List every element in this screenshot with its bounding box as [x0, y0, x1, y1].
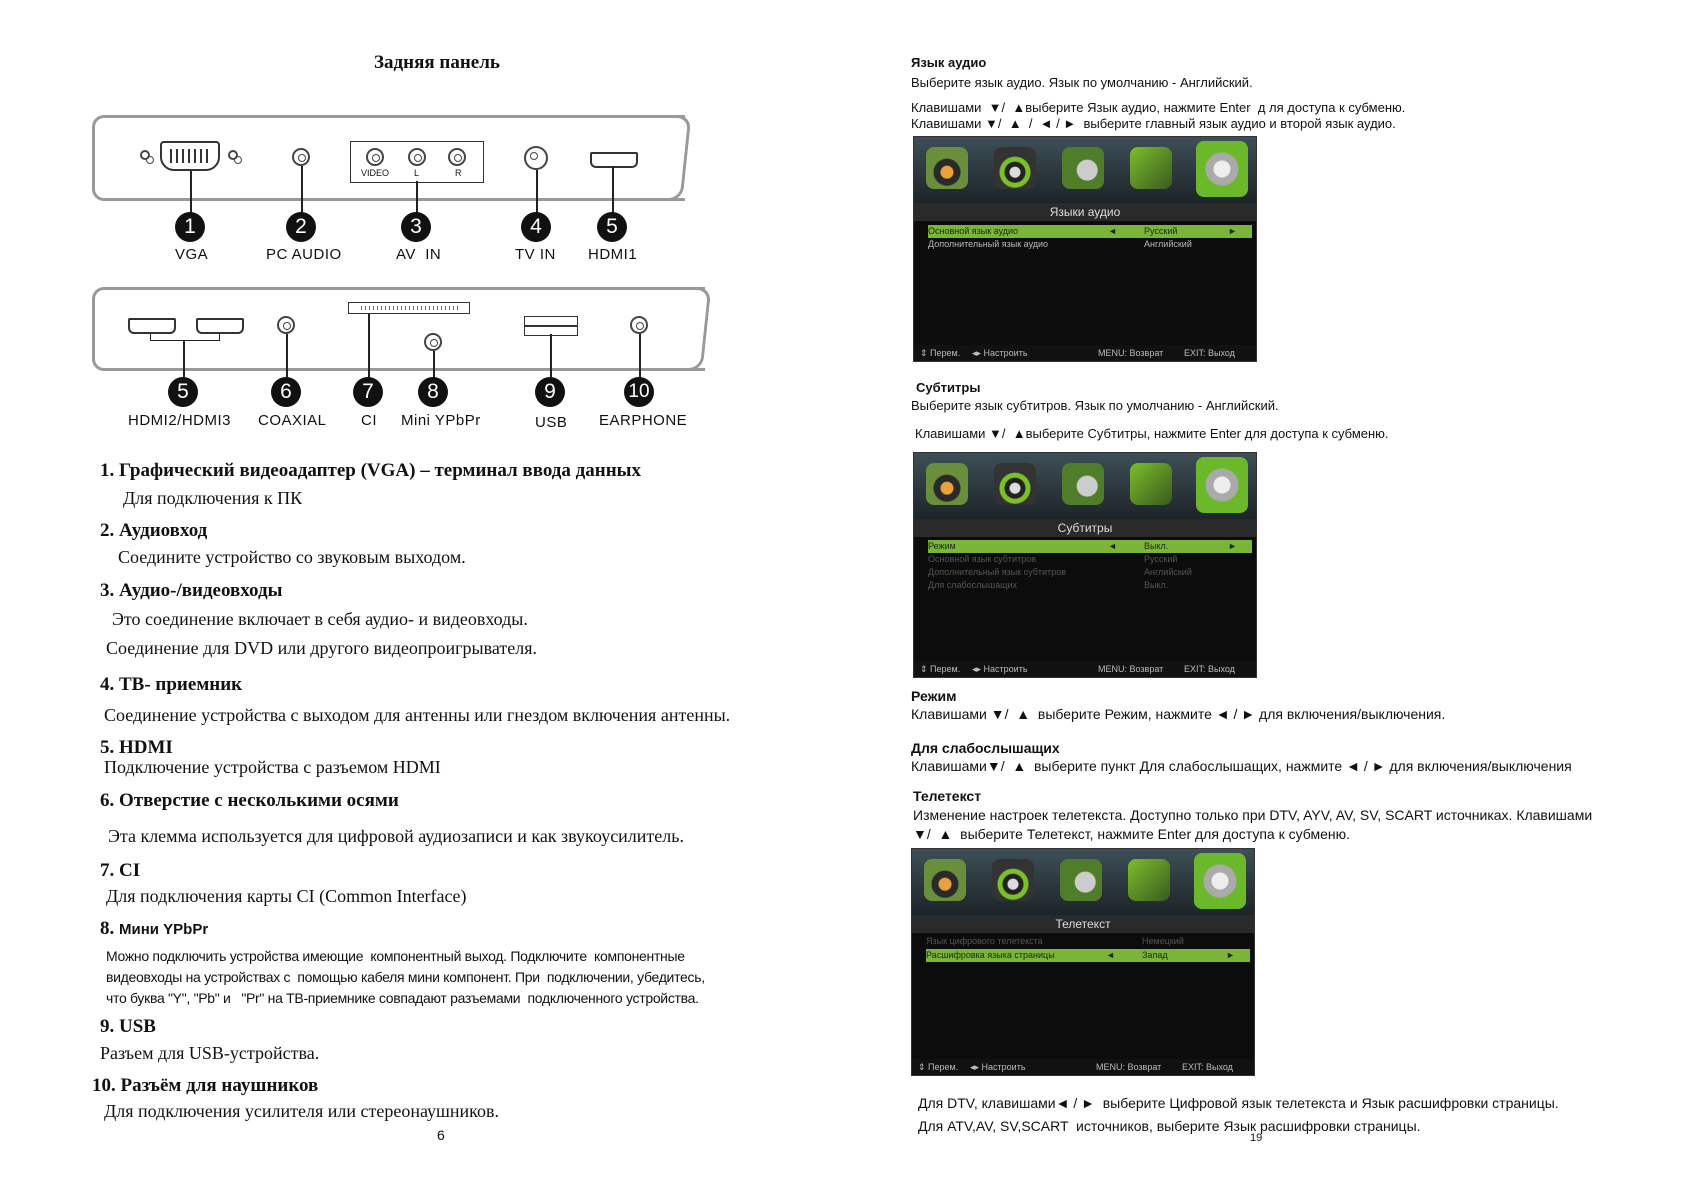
connector-number-badge: 5 — [168, 377, 198, 407]
item-8-heading: 8. Мини YPbPr — [100, 918, 209, 939]
lock-menu-icon — [1128, 859, 1170, 901]
leader-line — [639, 334, 641, 378]
item-2-text: Соедините устройство со звуковым выходом. — [118, 547, 466, 567]
item-10-text: Для подключения усилителя или стереонаушников. — [104, 1101, 499, 1121]
item-7-heading: 7. CI — [100, 860, 141, 881]
hdmi3-port-icon — [196, 318, 244, 334]
earphone-jack-icon — [630, 316, 648, 334]
connector-number-badge: 1 — [175, 212, 205, 242]
subtitles-line-2: Клавишами ▼/ ▲выберите Субтитры, нажмите Enter для доступа к субменю. — [915, 426, 1389, 441]
connector-label: AV IN — [396, 246, 442, 263]
av-video-label: VIDEO — [361, 168, 390, 178]
channel-menu-icon — [1060, 859, 1102, 901]
picture-menu-icon — [926, 147, 968, 189]
connector-number-badge: 6 — [271, 377, 301, 407]
item-6-text: Эта клемма используется для цифровой аудиозаписи и как звукоусилитель. — [108, 826, 684, 846]
leader-line — [301, 166, 303, 217]
leader-line — [368, 314, 370, 378]
audio-heading: Язык аудио — [911, 55, 987, 70]
connector-label: CI — [361, 412, 377, 429]
teletext-line-1: Изменение настроек телетекста. Доступно только при DTV, AYV, AV, SV, SCART источниках. Клавишами — [913, 807, 1593, 823]
leader-line — [183, 340, 185, 378]
connector-label: EARPHONE — [599, 412, 688, 429]
connector-number-badge: 2 — [286, 212, 316, 242]
tv-menu-screen-subtitles — [913, 452, 1257, 678]
item-8-text-1: Можно подключить устройства имеющие компонентный выход. Подключите компонентные — [106, 948, 685, 964]
connector-number-badge: 8 — [418, 377, 448, 407]
screen-footer: ⇕ Перем. ◂▸ Настроить MENU: Возврат EXIT: Выход — [914, 661, 1256, 677]
lock-menu-icon — [1130, 147, 1172, 189]
tv-menu-screen-teletext — [911, 848, 1255, 1076]
screen-title: Языки аудио — [914, 203, 1256, 221]
usb-port-icon — [524, 316, 578, 336]
vga-port-icon — [160, 141, 220, 171]
connector-number-badge: 4 — [521, 212, 551, 242]
item-9-heading: 9. USB — [100, 1016, 156, 1037]
connector-label: Mini YPbPr — [401, 412, 481, 429]
settings-gear-icon — [1196, 141, 1248, 197]
channel-menu-icon — [1062, 147, 1104, 189]
teletext-heading: Телетекст — [913, 788, 982, 804]
page-title: Задняя панель — [374, 52, 500, 73]
hdmi-bracket — [150, 334, 220, 341]
item-10-heading: 10. Разъём для наушников — [92, 1075, 319, 1096]
connector-number-badge: 5 — [597, 212, 627, 242]
lock-menu-icon — [1130, 463, 1172, 505]
menu-icon-bar — [912, 849, 1254, 915]
item-5-heading: 5. HDMI — [100, 737, 173, 758]
item-3-text-2: Соединение для DVD или другого видеопроигрывателя. — [106, 638, 538, 658]
connector-label: USB — [535, 414, 568, 431]
menu-row-selected[interactable]: Режим ◄ Выкл. ► — [928, 540, 1252, 553]
vga-screw-icon — [140, 150, 150, 160]
menu-row-selected[interactable]: Основной язык аудио ◄ Русский ► — [928, 225, 1252, 238]
hdmi2-port-icon — [128, 318, 176, 334]
hearing-heading: Для слабослышащих — [911, 740, 1060, 756]
item-3-text-1: Это соединение включает в себя аудио- и видеовходы. — [112, 609, 528, 629]
teletext-line-2: ▼/ ▲ выберите Телетекст, нажмите Enter для доступа к субменю. — [913, 826, 1351, 842]
sound-menu-icon — [994, 463, 1036, 505]
bottom-line-2: Для ATV,AV, SV,SCART источников, выберите Язык расшифровки страницы. — [918, 1118, 1421, 1134]
menu-row[interactable]: Язык цифрового телетекста Немецкий — [926, 936, 1184, 946]
av-r-label: R — [455, 168, 462, 178]
item-4-text: Соединение устройства с выходом для антенны или гнездом включения антенны. — [104, 705, 731, 725]
menu-icon-bar — [914, 137, 1256, 203]
screen-title: Субтитры — [914, 519, 1256, 537]
leader-line — [536, 170, 538, 217]
menu-icon-bar — [914, 453, 1256, 519]
connector-label: HDMI1 — [588, 246, 638, 263]
mode-heading: Режим — [911, 688, 957, 704]
leader-line — [550, 334, 552, 378]
connector-number-badge: 7 — [353, 377, 383, 407]
connector-label: VGA — [175, 246, 209, 263]
item-8-text-2: видеовходы на устройствах с помощью кабеля мини компонент. При подключении, убедитесь, — [106, 969, 705, 985]
pc-audio-jack-icon — [292, 148, 310, 166]
mode-line-1: Клавишами ▼/ ▲ выберите Режим, нажмите ◄ / ► для включения/выключения. — [911, 706, 1446, 722]
item-5-text: Подключение устройства с разъемом HDMI — [104, 757, 441, 777]
connector-label: HDMI2/HDMI3 — [128, 412, 232, 429]
channel-menu-icon — [1062, 463, 1104, 505]
subtitles-heading: Субтитры — [916, 380, 981, 395]
mini-ypbpr-jack-icon — [424, 333, 442, 351]
item-3-heading: 3. Аудио-/видеовходы — [100, 580, 283, 601]
item-1-heading: 1. Графический видеоадаптер (VGA) – терминал ввода данных — [100, 460, 641, 481]
tv-in-jack-icon — [524, 146, 548, 170]
menu-row[interactable]: Дополнительный язык аудио Английский — [928, 239, 1192, 249]
av-video-jack-icon — [366, 148, 384, 166]
audio-line-1: Выберите язык аудио. Язык по умолчанию - Английский. — [911, 75, 1253, 90]
settings-gear-icon — [1196, 457, 1248, 513]
leader-line — [190, 171, 192, 217]
sound-menu-icon — [992, 859, 1034, 901]
bottom-line-1: Для DTV, клавишами◄ / ► выберите Цифровой язык телетекста и Язык расшифровки страницы. — [918, 1095, 1559, 1111]
screen-footer: ⇕ Перем. ◂▸ Настроить MENU: Возврат EXIT: Выход — [914, 345, 1256, 361]
audio-line-3: Клавишами ▼/ ▲ / ◄ / ► выберите главный язык аудио и второй язык аудио. — [911, 116, 1396, 131]
coaxial-jack-icon — [277, 316, 295, 334]
screen-footer: ⇕ Перем. ◂▸ Настроить MENU: Возврат EXIT: Выход — [912, 1059, 1254, 1075]
item-6-heading: 6. Отверстие с несколькими осями — [100, 790, 399, 811]
ci-slot-icon — [348, 302, 470, 314]
item-7-text: Для подключения карты CI (Common Interface) — [106, 886, 467, 906]
item-4-heading: 4. ТВ- приемник — [100, 674, 243, 695]
connector-label: TV IN — [515, 246, 556, 263]
page-number-left: 6 — [437, 1127, 445, 1143]
item-2-heading: 2. Аудиовход — [100, 520, 208, 541]
page-number-right: 19 — [1250, 1132, 1263, 1144]
menu-row[interactable]: Дополнительный язык субтитров Английский — [928, 567, 1192, 577]
settings-gear-icon — [1194, 853, 1246, 909]
connector-label: COAXIAL — [258, 412, 327, 429]
menu-row[interactable]: Основной язык субтитров Русский — [928, 554, 1178, 564]
leader-line — [286, 334, 288, 378]
connector-label: PC AUDIO — [266, 246, 342, 263]
picture-menu-icon — [924, 859, 966, 901]
menu-row[interactable]: Для слабослышащих Выкл. — [928, 580, 1169, 590]
menu-row-selected[interactable]: Расшифровка языка страницы ◄ Запад ► — [926, 949, 1250, 962]
connector-number-badge: 9 — [535, 377, 565, 407]
hearing-line-1: Клавишами▼/ ▲ выберите пункт Для слабослышащих, нажмите ◄ / ► для включения/выключения — [911, 758, 1572, 774]
connector-number-badge: 10 — [624, 377, 654, 407]
sound-menu-icon — [994, 147, 1036, 189]
av-l-label: L — [414, 168, 420, 178]
picture-menu-icon — [926, 463, 968, 505]
screen-title: Телетекст — [912, 915, 1254, 933]
item-9-text: Разъем для USB-устройства. — [100, 1043, 320, 1063]
connector-number-badge: 3 — [401, 212, 431, 242]
av-r-jack-icon — [448, 148, 466, 166]
leader-line — [612, 166, 614, 217]
item-1-text: Для подключения к ПК — [123, 488, 303, 508]
vga-screw-icon — [228, 150, 238, 160]
hdmi1-port-icon — [590, 152, 638, 168]
av-l-jack-icon — [408, 148, 426, 166]
item-8-text-3: что буква "Y", "Pb" и "Pr" на ТВ-приемнике совпадают разъемами подключенного устройства. — [106, 990, 699, 1006]
leader-line — [433, 351, 435, 378]
subtitles-line-1: Выберите язык субтитров. Язык по умолчанию - Английский. — [911, 398, 1279, 413]
audio-line-2: Клавишами ▼/ ▲выберите Язык аудио, нажмите Enter д ля доступа к субменю. — [911, 100, 1406, 115]
tv-menu-screen-audio — [913, 136, 1257, 362]
